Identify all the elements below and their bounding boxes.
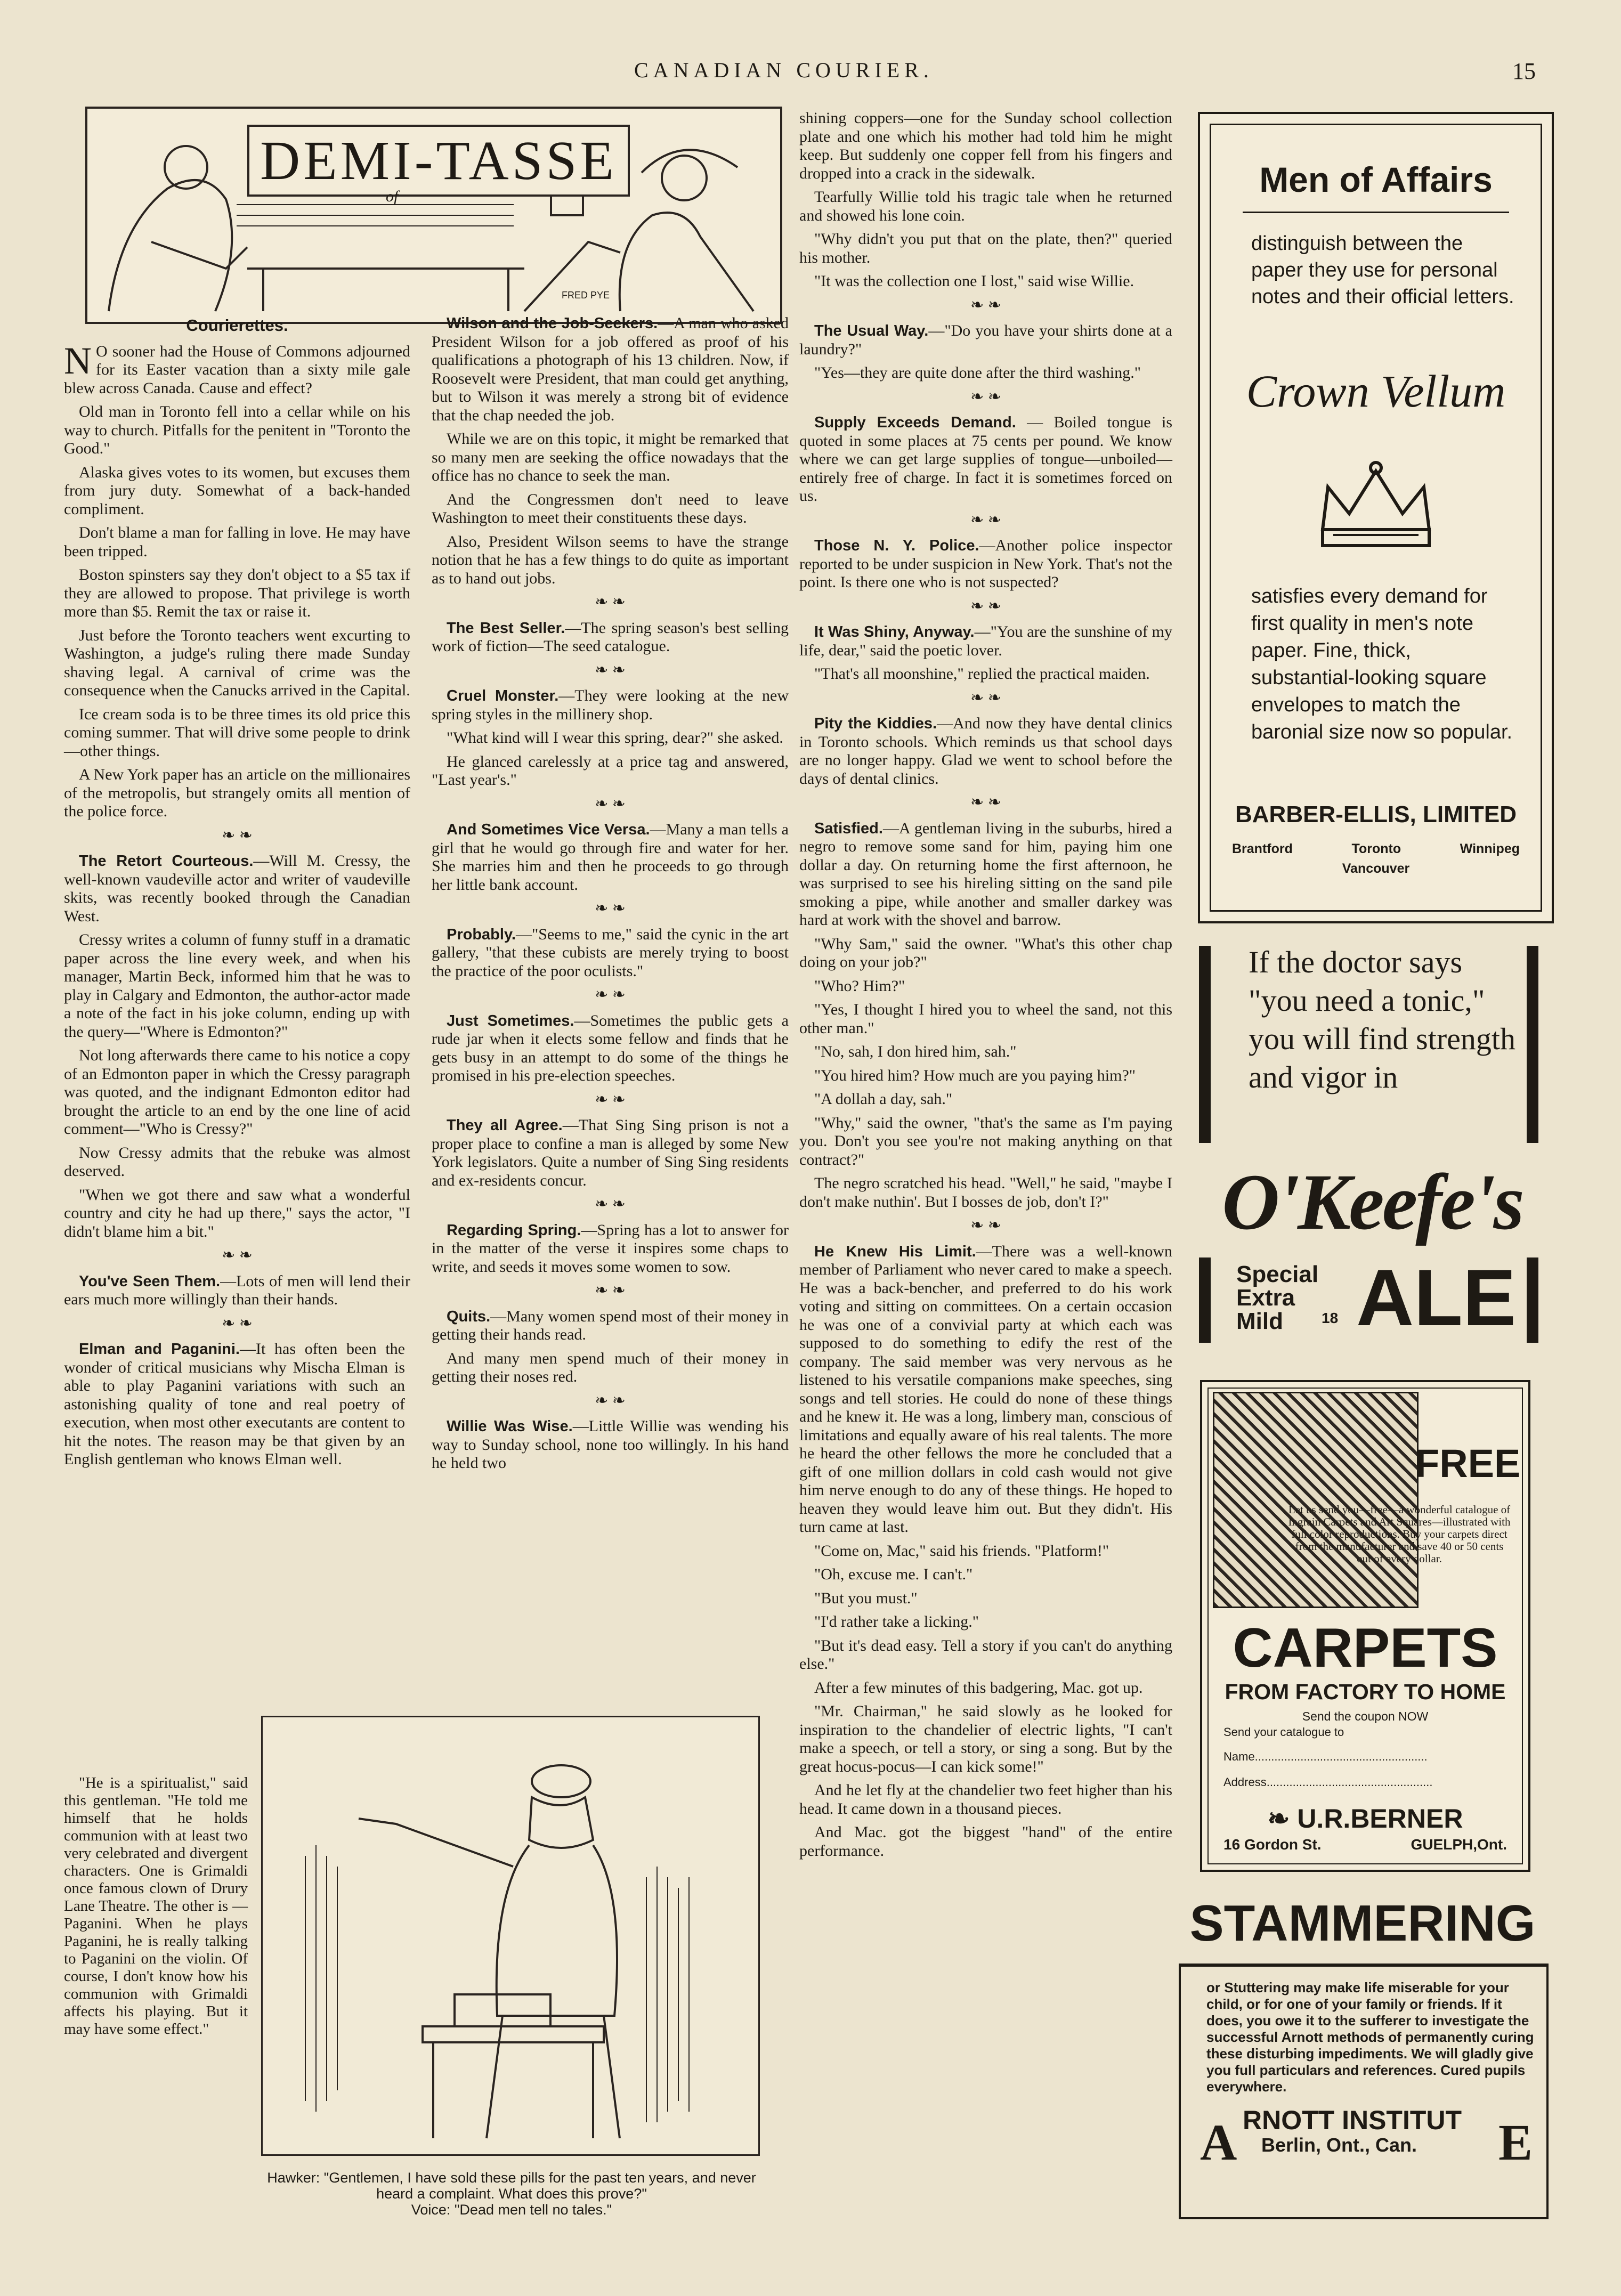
paragraph: "Why Sam," said the owner. "What's this other chap doing on your job?" bbox=[799, 935, 1172, 971]
paragraph: The Usual Way.—"Do you have your shirts done at a laundry?" bbox=[799, 322, 1172, 358]
ad-title: STAMMERING bbox=[1189, 1895, 1536, 1952]
ornament: ❧ ❧ bbox=[222, 1246, 253, 1264]
paragraph: You've Seen Them.—Lots of men will lend their ears much more willingly than their hands. bbox=[64, 1272, 410, 1308]
ornament: ❧ ❧ bbox=[970, 1216, 1001, 1234]
section-heading: Courierettes. bbox=[186, 316, 288, 335]
masthead-title: DEMI-TASSE bbox=[247, 125, 630, 197]
demi-tasse-masthead bbox=[85, 107, 782, 324]
ad-text: If the doctor says "you need a tonic," you will find strength and vigor in bbox=[1249, 945, 1516, 1094]
paragraph: Supply Exceeds Demand. — Boiled tongue is quoted in some places at 75 cents per pound. We know where we can get large supplies of tongue—unboiled—entirely free of charge. In fact it is sometimes forced on us. bbox=[799, 413, 1172, 505]
ornament: ❧ ❧ bbox=[595, 1195, 626, 1213]
cartoon-caption bbox=[250, 2170, 773, 2218]
paragraph: And the Congressmen don't need to leave Washington to meet their constituents these days. bbox=[432, 490, 789, 526]
coupon-label: Send your catalogue to bbox=[1223, 1725, 1344, 1739]
masthead-of: of bbox=[386, 188, 399, 205]
paragraph: Old man in Toronto fell into a cellar while on his way to church. Pitfalls for the penitent in "Toronto the Good." bbox=[64, 403, 410, 457]
carpets-heading: CARPETS bbox=[1233, 1617, 1498, 1679]
paragraph: A New York paper has an article on the millionaires of the metropolis, but strangely omits all mention of the police force. bbox=[64, 766, 410, 820]
paragraph: He Knew His Limit.—There was a well-known member of Parliament who never cared to make a speech. He was a back-bencher, and preferred to do his work voting and sitting on committees. On a certain occasion he was one of a convivial party at which each was supposed to do something to edify the rest of the company. The said member was very nervous as he listened to his versatile companions make speeches, sing songs and tell stories. He could do none of these things and he knew it. He was a long, limbery man, conscious of limitations and equally aware of his real talents. The more he heard the other fellows the more he concluded that a gift of one million dollars in cold cash would not give him nerve enough to do any of these things. He hoped to heaven they would leave him out. But they didn't. His turn came at last. bbox=[799, 1242, 1172, 1536]
paragraph: The Retort Courteous.—Will M. Cressy, the well-known vaudeville actor and writer of vaudeville skits, was recently booked through the Canadian West. bbox=[64, 852, 410, 925]
paragraph: Quits.—Many women spend most of their money in getting their hands read. bbox=[432, 1307, 789, 1343]
paragraph: "Yes—they are quite done after the third washing." bbox=[814, 364, 1141, 382]
paragraph: And many men spend much of their money in getting their noses red. bbox=[432, 1349, 789, 1385]
paragraph: Willie Was Wise.—Little Willie was wending his way to Sunday school, none too willingly. In his hand he held two bbox=[432, 1417, 789, 1472]
paragraph: "Yes, I thought I hired you to wheel the sand, not this other man." bbox=[799, 1001, 1172, 1037]
city: GUELPH,Ont. bbox=[1411, 1836, 1507, 1853]
paragraph: "Who? Him?" bbox=[814, 977, 905, 995]
paragraph: Just before the Toronto teachers went excurting to Washington, a judge's ruling there made Sunday shaving legal. A carnival of crime was the consequence when the Canucks arrived in the Capital. bbox=[64, 626, 410, 699]
paragraph: Also, President Wilson seems to have the strange notion that he has a few things to do quite as important as to hand out jobs. bbox=[432, 532, 789, 587]
ornament: ❧ ❧ bbox=[222, 826, 253, 844]
paragraph: Cressy writes a column of funny stuff in a dramatic paper across the line every week, and when his manager, Martin Beck, informed him that he was to play in Calgary and Edmonton, the author-actor made a note of the fact in his joke column, ending up with the query—"Where is Edmonton?" bbox=[64, 931, 410, 1041]
final-letter: E bbox=[1498, 2114, 1533, 2171]
factory-tagline: FROM FACTORY TO HOME bbox=[1225, 1680, 1506, 1704]
paragraph: "When we got there and saw what a wonderful country and city he had up there," says the actor, "I didn't blame him a bit." bbox=[64, 1186, 410, 1240]
paragraph: "That's all moonshine," replied the practical maiden. bbox=[814, 665, 1150, 683]
ornament: ❧ ❧ bbox=[222, 1314, 253, 1332]
publication-title: CANADIAN COURIER. bbox=[634, 58, 934, 82]
city: Toronto bbox=[1351, 841, 1401, 856]
ornament: ❧ ❧ bbox=[595, 661, 626, 679]
ad-rule bbox=[1527, 946, 1538, 1143]
column-1 bbox=[64, 314, 410, 1474]
paragraph: "A dollah a day, sah." bbox=[814, 1090, 953, 1108]
descriptor-line: Mild bbox=[1236, 1308, 1283, 1334]
paragraph: "It was the collection one I lost," said wise Willie. bbox=[814, 272, 1134, 290]
coupon-address-field: Address................................................... bbox=[1223, 1775, 1433, 1789]
descriptor-line: Special bbox=[1236, 1261, 1319, 1287]
product-name: ALE bbox=[1356, 1253, 1516, 1342]
column-3 bbox=[799, 109, 1172, 1865]
paragraph: And Sometimes Vice Versa.—Many a man tells a girl that he would go through fire and water for her. She marries him and then he proceeds to go through her little bank account. bbox=[432, 821, 789, 894]
column-2 bbox=[432, 314, 789, 1478]
paragraph: Elman and Paganini.—It has often been the wonder of critical musicians why Mischa Elman is able to play Paganini variations with such an astonishing quality of tone and real poetry of execution, when most other executants are content to hit the notes. The reason may be that given by an English gentleman who knows Elman well. bbox=[64, 1340, 405, 1468]
street-address: 16 Gordon St. bbox=[1223, 1836, 1322, 1853]
paragraph: Those N. Y. Police.—Another police inspector reported to be under suspicion in New York. That's not the point. Is there one who is not suspected? bbox=[799, 537, 1173, 591]
ornament: ❧ ❧ bbox=[970, 793, 1001, 811]
paragraph: Now Cressy admits that the rebuke was almost deserved. bbox=[64, 1143, 410, 1180]
page-number: 15 bbox=[1512, 58, 1536, 84]
paragraph: Cruel Monster.—They were looking at the new spring styles in the millinery shop. bbox=[432, 687, 789, 723]
product-descriptor bbox=[1236, 1263, 1318, 1333]
paragraph: Satisfied.—A gentleman living in the suburbs, hired a negro to remove some sand for him, paying him one dollar a day. On returning home the first afternoon, he was surprised to see his hireling sitting on the sand pile smoking a pipe, while another and smaller darkey was hard at work with the shovel and barrow. bbox=[799, 819, 1172, 929]
ornament: ❧ ❧ bbox=[970, 387, 1001, 405]
city-list bbox=[1232, 841, 1520, 857]
paragraph: "I'd rather take a licking." bbox=[814, 1613, 979, 1630]
paragraph: "What kind will I wear this spring, dear?" she asked. bbox=[447, 729, 783, 747]
paragraph: "Mr. Chairman," he said slowly as he looked for inspiration to the chandelier of electric lights, "I can't make a speech, or tell a story, or sing a song. But by the great hocus-pocus—I can kick some!" bbox=[799, 1702, 1172, 1775]
ad-rule bbox=[1527, 1257, 1538, 1343]
paragraph: "Oh, excuse me. I can't." bbox=[814, 1565, 973, 1583]
brand-name: Crown Vellum bbox=[1246, 366, 1506, 417]
ad-description: Let us send you—free—a wonderful catalogue of Ingrain Carpets and Art Squares—illustrated with full color reproductions. Buy your carpets direct from the manufacturer and save 40 or 50 cents out of every dollar. bbox=[1288, 1503, 1511, 1565]
free-heading: FREE bbox=[1415, 1441, 1521, 1486]
ornament: ❧ ❧ bbox=[970, 296, 1001, 314]
caption-line: Hawker: "Gentlemen, I have sold these pills for the past ten years, and never heard a complaint. What does this prove?" bbox=[267, 2170, 756, 2202]
ornament: ❧ ❧ bbox=[595, 794, 626, 813]
city: Winnipeg bbox=[1460, 841, 1520, 856]
paragraph: Not long afterwards there came to his notice a copy of an Edmonton paper in which the Cressy paragraph was quoted, and the indignant Edmonton editor had brought the article to an end by the one line of acid comment—"Who is Cressy?" bbox=[64, 1046, 410, 1138]
crown-icon bbox=[1312, 455, 1440, 551]
artist-signature: FRED PYE bbox=[562, 290, 610, 301]
ornament: ❧ ❧ bbox=[970, 688, 1001, 707]
company-name: ❧ U.R.BERNER bbox=[1267, 1804, 1463, 1833]
caption-line: Voice: "Dead men tell no tales." bbox=[411, 2202, 612, 2218]
hawker-illustration bbox=[263, 1717, 758, 2154]
ad-body: or Stuttering may make life miserable for your child, or for one of your family or friends. If it does, you owe it to the sufferer to investigate the successful Arnott methods of permanently curing these disturbing impediments. We will gladly give you full particulars and references. Cured pupils everywhere. bbox=[1206, 1979, 1534, 2095]
paragraph: Boston spinsters say they don't object to a $5 tax if they are allowed to propose. That privilege is worth more than $5. Remit the tax or raise it. bbox=[64, 566, 410, 620]
paragraph: Alaska gives votes to its women, but excuses them from jury duty. Somewhat of a back-handed compliment. bbox=[64, 463, 410, 518]
ornament: ❧ ❧ bbox=[970, 597, 1001, 615]
ad-number: 18 bbox=[1322, 1310, 1339, 1326]
paragraph: He glanced carelessly at a price tag and answered, "Last year's." bbox=[432, 752, 789, 789]
paragraph: Don't blame a man for falling in love. He may have been tripped. bbox=[64, 524, 410, 560]
ad-free-carpets bbox=[1200, 1380, 1530, 1872]
ornament: ❧ ❧ bbox=[970, 510, 1001, 529]
paragraph: N O sooner had the House of Commons adjourned for its Easter vacation than a sixty mile gale blew across Canada. Cause and effect? bbox=[64, 339, 410, 397]
paragraph: "No, sah, I don hired him, sah." bbox=[814, 1043, 1017, 1060]
ad-stammering bbox=[1179, 1894, 1546, 2217]
ad-okeefes-ale bbox=[1199, 943, 1545, 1353]
paragraph: And he let fly at the chandelier two feet higher than his head. It came down in a thousand pieces. bbox=[799, 1781, 1172, 1818]
paragraph: They all Agree.—That Sing Sing prison is not a proper place to confine a man is alleged by some New York legislators. Quite a number of Sing Sing residents and ex-residents concur. bbox=[432, 1116, 789, 1189]
carpet-illustration bbox=[1213, 1392, 1419, 1608]
paragraph: Pity the Kiddies.—And now they have dental clinics in Toronto schools. Which reminds us that school days are no longer happy. Glad we went to school before the days of dental clinics. bbox=[799, 715, 1172, 788]
ornament: ❧ ❧ bbox=[595, 899, 626, 917]
ornament: ❧ ❧ bbox=[595, 986, 626, 1003]
ad-rule bbox=[1199, 946, 1211, 1143]
ad-body: distinguish between the paper they use for personal notes and their official letters. bbox=[1251, 232, 1514, 308]
paragraph: While we are on this topic, it might be remarked that so many men are seeking the office nowadays that the office has no chance to seek the man. bbox=[432, 430, 789, 484]
brand-logo: O'Keefe's bbox=[1222, 1158, 1522, 1246]
paragraph: It Was Shiny, Anyway.—"You are the sunshine of my life, dear," said the poetic lover. bbox=[799, 623, 1172, 659]
descriptor-line: Extra bbox=[1236, 1285, 1295, 1311]
coupon-text: Send the coupon NOW bbox=[1302, 1709, 1429, 1723]
city: Vancouver bbox=[1342, 861, 1410, 876]
institute-name: RNOTT INSTITUT bbox=[1243, 2105, 1462, 2135]
paragraph: "Why didn't you put that on the plate, then?" queried his mother. bbox=[799, 230, 1172, 266]
ornament: ❧ ❧ bbox=[595, 1090, 626, 1108]
paragraph: Just Sometimes.—Sometimes the public gets a rude jar when it elects some fellow and finds that he gets busy in an attempt to do some of the things he promised in his pre-election speeches. bbox=[432, 1011, 789, 1084]
paragraph: "He is a spiritualist," said this gentleman. "He told me himself that he holds communion with at least two very celebrated and divergent characters. One is Grimaldi once famous clown of Drury Lane Theatre. The other is — Paganini. When he plays Paganini, he is really talking to Paganini on the violin. Of course, I don't know how his communion with Grimaldi affects his playing. But it may have some effect." bbox=[64, 1774, 248, 2038]
ornament: ❧ ❧ bbox=[595, 1281, 626, 1299]
paragraph: The Best Seller.—The spring season's best selling work of fiction—The seed catalogue. bbox=[432, 619, 789, 655]
drop-cap: N bbox=[64, 339, 92, 382]
company-name: BARBER-ELLIS, LIMITED bbox=[1235, 801, 1517, 827]
ad-men-of-affairs bbox=[1198, 112, 1554, 923]
divider bbox=[1243, 212, 1509, 213]
ad-title: Men of Affairs bbox=[1259, 160, 1493, 199]
paragraph: Regarding Spring.—Spring has a lot to answer for in the matter of the verse it inspires some chaps to write, and seeds it moves some women to sow. bbox=[432, 1221, 789, 1276]
initial-letter: A bbox=[1200, 2114, 1237, 2171]
paragraph: Tearfully Willie told his tragic tale when he returned and showed his lone coin. bbox=[799, 188, 1172, 224]
paragraph: Ice cream soda is to be three times its old price this coming summer. That will drive some people to drink—other things. bbox=[64, 705, 410, 760]
paragraph: Probably.—"Seems to me," said the cynic in the art gallery, "that these cubists are merely trying to boost the practice of the poor oculists." bbox=[432, 925, 789, 980]
paragraph: The negro scratched his head. "Well," he said, "maybe I don't make nuthin'. But I bosses de job, don't I?" bbox=[799, 1174, 1172, 1211]
running-head bbox=[0, 58, 1621, 90]
paragraph: And Mac. got the biggest "hand" of the entire performance. bbox=[799, 1823, 1172, 1860]
ad-rule bbox=[1199, 1257, 1211, 1343]
ornament: ❧ ❧ bbox=[595, 593, 626, 611]
coupon-name-field: Name..................................................... bbox=[1223, 1750, 1428, 1763]
paragraph: "But it's dead easy. Tell a story if you can't do anything else." bbox=[799, 1636, 1172, 1673]
ad-body: satisfies every demand for first quality in men's note paper. Fine, thick, substantial-looking square envelopes to match the baronial size now so popular. bbox=[1251, 585, 1513, 743]
paragraph: "Why," said the owner, "that's the same as I'm paying you. Don't you see you're not making anything on that contract?" bbox=[799, 1114, 1172, 1169]
paragraph: Wilson and the Job-Seekers.—A man who asked President Wilson for a job offered as proof of his qualifications a photograph of his 13 children. Now, if Roosevelt were President, that man could get anything, but to Wilson it was merely a strong bit of evidence that the chap needed the job. bbox=[432, 314, 789, 424]
institute-city: Berlin, Ont., Can. bbox=[1261, 2134, 1417, 2156]
paragraph: shining coppers—one for the Sunday school collection plate and one which his mother had told him he might keep. But suddenly one copper fell from his fingers and dropped into a crack in the sidewalk. bbox=[799, 109, 1172, 182]
column-1-narrow bbox=[64, 1774, 248, 2043]
ornament: ❧ ❧ bbox=[595, 1391, 626, 1409]
hawker-cartoon bbox=[261, 1716, 760, 2156]
paragraph: After a few minutes of this badgering, Mac. got up. bbox=[814, 1678, 1143, 1697]
paragraph: "Come on, Mac," said his friends. "Platform!" bbox=[814, 1542, 1109, 1560]
paragraph: "But you must." bbox=[814, 1589, 918, 1607]
city: Brantford bbox=[1232, 841, 1293, 856]
paragraph: "You hired him? How much are you paying him?" bbox=[814, 1066, 1136, 1084]
